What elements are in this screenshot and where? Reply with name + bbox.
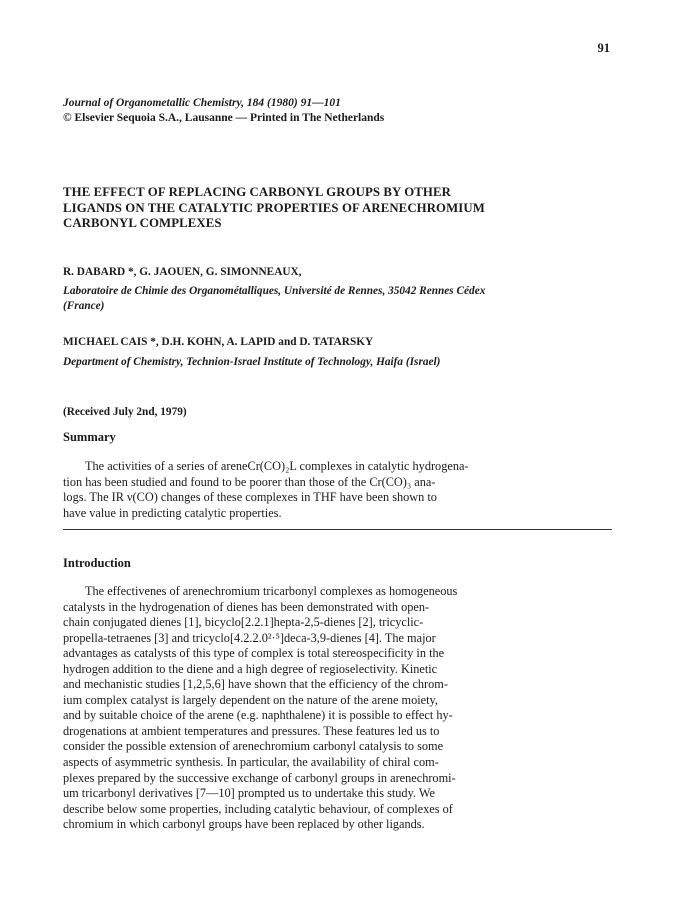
body-line: The effectivenes of arenechromium tricarbonyl complexes as homogeneous — [85, 584, 458, 598]
article-title — [63, 185, 623, 232]
body-line: advantages as catalysts of this type of complex is total stereospecificity in the — [63, 646, 445, 661]
body-line: aspects of asymmetric synthesis. In particular, the availability of chiral com- — [63, 755, 439, 770]
received-date: (Received July 2nd, 1979) — [63, 406, 187, 418]
body-line: and by suitable choice of the arene (e.g. naphthalene) it is possible to effect hy- — [63, 708, 453, 723]
body-line: describe below some properties, including catalytic behaviour, of complexes of — [63, 801, 453, 816]
journal-citation — [63, 96, 613, 126]
body-line: ium complex catalyst is largely dependent on the nature of the arene moiety, — [63, 692, 438, 707]
title-line: LIGANDS ON THE CATALYTIC PROPERTIES OF ARENECHROMIUM — [63, 200, 485, 215]
body-line: catalysts in the hydrogenation of dienes has been demonstrated with open- — [63, 599, 430, 614]
affiliation-line: (France) — [63, 299, 105, 312]
summary-paragraph — [63, 459, 618, 521]
title-line: THE EFFECT OF REPLACING CARBONYL GROUPS BY OTHER — [63, 185, 451, 199]
author-list-1: R. DABARD *, G. JAOUEN, G. SIMONNEAUX, — [63, 266, 302, 278]
body-line: chain conjugated dienes [1], bicyclo[2.2.1]hepta-2,5-dienes [2], tricyclic- — [63, 615, 424, 630]
introduction-heading: Introduction — [63, 556, 131, 570]
summary-line: tion has been studied and found to be poorer than those of the Cr(CO)₃ ana- — [63, 474, 436, 489]
body-line: and mechanistic studies [1,2,5,6] have shown that the efficiency of the chrom- — [63, 677, 448, 692]
body-line: plexes prepared by the successive exchange of carbonyl groups in arenechromi- — [63, 770, 456, 785]
affiliation-line: Department of Chemistry, Technion-Israel Institute of Technology, Haifa (Israel) — [63, 356, 441, 368]
affiliation-2 — [63, 355, 623, 370]
author-list-2: MICHAEL CAIS *, D.H. KOHN, A. LAPID and D. TATARSKY — [63, 336, 374, 348]
affiliation-1 — [63, 284, 623, 313]
summary-line: have value in predicting catalytic properties. — [63, 505, 282, 520]
body-line: drogenations at ambient temperatures and pressures. These features led us to — [63, 723, 440, 738]
body-line: consider the possible extension of arenechromium carbonyl catalysis to some — [63, 739, 444, 754]
summary-line: logs. The IR ν(CO) changes of these complexes in THF have been shown to — [63, 490, 437, 505]
page-number: 91 — [597, 41, 610, 55]
body-line: um tricarbonyl derivatives [7—10] prompted us to undertake this study. We — [63, 786, 435, 801]
affiliation-line: Laboratoire de Chimie des Organométalliques, Université de Rennes, 35042 Rennes Cédex — [63, 285, 486, 297]
summary-heading: Summary — [63, 430, 116, 444]
body-line: hydrogen addition to the diene and a high degree of regioselectivity. Kinetic — [63, 661, 438, 676]
body-line: chromium in which carbonyl groups have been replaced by other ligands. — [63, 817, 425, 832]
journal-reference: Journal of Organometallic Chemistry, 184 (1980) 91—101 — [63, 97, 341, 109]
summary-line: The activities of a series of areneCr(CO)₂L complexes in catalytic hydrogena- — [85, 459, 469, 473]
section-divider — [63, 529, 612, 530]
body-line: propella-tetraenes [3] and tricyclo[4.2.2.0²·⁵]deca-3,9-dienes [4]. The major — [63, 630, 436, 645]
copyright-notice: © Elsevier Sequoia S.A., Lausanne — Printed in The Netherlands — [63, 112, 385, 124]
title-line: CARBONYL COMPLEXES — [63, 216, 222, 230]
introduction-paragraph — [63, 584, 618, 833]
